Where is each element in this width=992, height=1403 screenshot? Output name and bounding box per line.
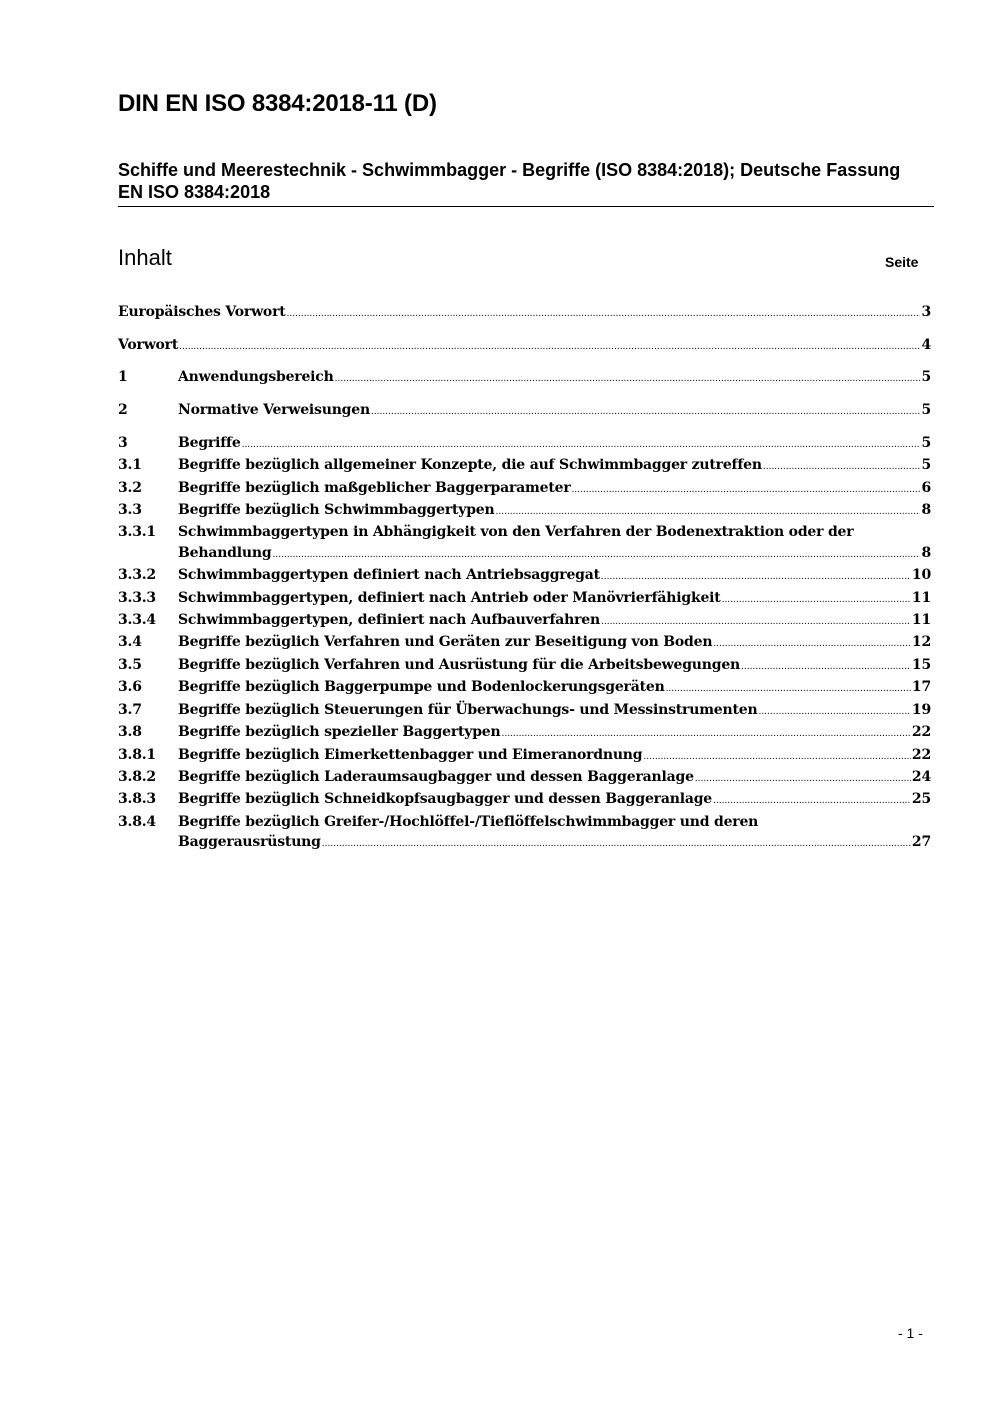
toc-entry[interactable] — [118, 789, 931, 811]
toc-entry-page: 19 — [911, 701, 931, 718]
toc-entry-page: 25 — [911, 791, 931, 808]
toc-entry-body — [178, 745, 931, 767]
toc-dot-leader — [572, 480, 921, 500]
toc-dot-leader — [722, 590, 911, 610]
toc-dot-leader — [713, 634, 911, 654]
toc-entry-page: 5 — [921, 457, 931, 474]
toc-entry-title: Begriffe bezüglich allgemeiner Konzepte, die auf Schwimmbagger zutreffen — [178, 457, 762, 474]
toc-entry-number: 3.3.4 — [118, 612, 156, 629]
toc-entry-page: 8 — [921, 544, 931, 561]
toc-entry-page: 17 — [911, 679, 931, 696]
toc-entry-title: Begriffe — [178, 434, 241, 451]
toc-entry[interactable] — [118, 433, 931, 455]
toc-entry-body — [178, 400, 931, 422]
toc-heading: Inhalt — [118, 245, 172, 270]
toc-entry-title: Begriffe bezüglich Schwimmbaggertypen — [178, 502, 495, 519]
toc-entry-page: 15 — [911, 656, 931, 673]
toc-entry-body — [178, 522, 931, 565]
toc-dot-leader — [741, 657, 911, 677]
toc-entry[interactable] — [118, 565, 931, 587]
toc-entry-body — [118, 335, 931, 357]
toc-entry-body — [178, 655, 931, 677]
toc-entry-page: 22 — [911, 724, 931, 741]
toc-entry-body — [118, 302, 931, 324]
toc-entry-page: 5 — [921, 402, 931, 419]
toc-entry[interactable] — [118, 745, 931, 767]
toc-dot-leader — [763, 457, 921, 477]
page-number: - 1 - — [898, 1325, 923, 1341]
toc-entry-number: 3.8.4 — [118, 813, 156, 830]
toc-dot-leader — [322, 834, 911, 854]
toc-entry-title: Begriffe bezüglich Eimerkettenbagger und Eimeranordnung — [178, 746, 643, 763]
toc-dot-leader — [713, 791, 911, 811]
toc-entry-number: 3.8.3 — [118, 791, 156, 808]
toc-entry-title: Begriffe bezüglich Steuerungen für Überwachungs- und Messinstrumenten — [178, 701, 758, 718]
toc-entry-title: Baggerausrüstung — [178, 834, 321, 851]
toc-entry[interactable] — [118, 767, 931, 789]
toc-entry[interactable] — [118, 588, 931, 610]
toc-entry-body — [178, 610, 931, 632]
toc-entry-title: Begriffe bezüglich Baggerpumpe und Bodenlockerungsgeräten — [178, 679, 665, 696]
toc-entry-page: 11 — [911, 612, 931, 629]
toc-entry-title: Europäisches Vorwort — [118, 304, 286, 320]
toc-dot-leader — [758, 702, 910, 722]
toc-entry[interactable] — [118, 700, 931, 722]
document-title: DIN EN ISO 8384:2018-11 (D) — [118, 90, 437, 117]
toc-entry-title: Begriffe bezüglich Verfahren und Geräten zur Beseitigung von Boden — [178, 634, 713, 651]
toc-entry[interactable] — [118, 677, 931, 699]
toc-dot-leader — [666, 679, 911, 699]
toc-entry-number: 3.6 — [118, 679, 142, 696]
toc-entry-page: 12 — [911, 634, 931, 651]
toc-entry-number: 3.2 — [118, 479, 142, 496]
toc-entry-page: 8 — [921, 502, 931, 519]
toc-entry-number: 3.8.2 — [118, 768, 156, 785]
toc-entry[interactable] — [118, 522, 931, 565]
toc-entry-number: 2 — [118, 402, 128, 419]
toc-entry[interactable] — [118, 610, 931, 632]
toc-dot-leader — [371, 402, 921, 422]
toc-entry-body — [178, 433, 931, 455]
table-of-contents — [118, 302, 931, 855]
toc-entry-body — [178, 367, 931, 389]
toc-entry[interactable] — [118, 632, 931, 654]
toc-entry-page: 3 — [921, 304, 931, 320]
toc-entry-title: Begriffe bezüglich maßgeblicher Baggerparameter — [178, 479, 571, 496]
toc-entry-title-first-line: Schwimmbaggertypen in Abhängigkeit von den Verfahren der Bodenextraktion oder der — [178, 524, 854, 541]
toc-entry-body — [178, 478, 931, 500]
toc-dot-leader — [695, 769, 911, 789]
toc-entry[interactable] — [118, 722, 931, 744]
toc-entry-title: Vorwort — [118, 336, 179, 353]
toc-entry-body — [178, 500, 931, 522]
page-column-label: Seite — [885, 254, 919, 270]
toc-entry[interactable] — [118, 400, 931, 422]
toc-entry-number: 3.3.2 — [118, 567, 156, 584]
toc-entry-page: 5 — [921, 369, 931, 386]
toc-dot-leader — [272, 545, 920, 565]
toc-entry-number: 3.8 — [118, 724, 142, 741]
toc-entry-title: Normative Verweisungen — [178, 402, 370, 419]
toc-entry-body — [178, 588, 931, 610]
toc-dot-leader — [643, 747, 911, 767]
toc-entry-title: Begriffe bezüglich Laderaumsaugbagger und dessen Baggeranlage — [178, 768, 694, 785]
toc-entry-number: 3.7 — [118, 701, 142, 718]
toc-dot-leader — [501, 724, 910, 744]
toc-entry-body — [178, 455, 931, 477]
toc-entry-title: Begriffe bezüglich Verfahren und Ausrüstung für die Arbeitsbewegungen — [178, 656, 741, 673]
toc-dot-leader — [496, 502, 921, 522]
toc-entry-page: 6 — [921, 479, 931, 496]
toc-entry-body — [178, 632, 931, 654]
toc-dot-leader — [179, 337, 920, 357]
toc-dot-leader — [242, 435, 921, 455]
toc-entry-body — [178, 565, 931, 587]
toc-entry-number: 3.4 — [118, 634, 142, 651]
toc-entry-number: 3.8.1 — [118, 746, 156, 763]
toc-entry[interactable] — [118, 335, 931, 357]
toc-entry-body — [178, 812, 931, 855]
toc-entry-title: Begriffe bezüglich Schneidkopfsaugbagger und dessen Baggeranlage — [178, 791, 712, 808]
toc-entry[interactable] — [118, 367, 931, 389]
toc-entry-number: 3.5 — [118, 656, 142, 673]
toc-entry[interactable] — [118, 302, 931, 324]
toc-entry[interactable] — [118, 812, 931, 855]
toc-entry-number: 3.3.1 — [118, 524, 156, 541]
toc-dot-leader — [601, 612, 911, 632]
toc-entry-body — [178, 767, 931, 789]
toc-entry-body — [178, 700, 931, 722]
toc-entry[interactable] — [118, 455, 931, 477]
toc-entry-number: 1 — [118, 369, 128, 386]
toc-entry-page: 22 — [911, 746, 931, 763]
toc-entry-number: 3 — [118, 434, 128, 451]
toc-dot-leader — [601, 567, 911, 587]
toc-entry-number: 3.3.3 — [118, 589, 156, 606]
toc-entry-title: Schwimmbaggertypen definiert nach Antriebsaggregat — [178, 567, 600, 584]
toc-entry-body — [178, 722, 931, 744]
toc-entry-body — [178, 789, 931, 811]
toc-entry-title: Behandlung — [178, 544, 272, 561]
toc-entry-page: 10 — [911, 567, 931, 584]
toc-entry-number: 3.1 — [118, 457, 142, 474]
toc-entry-page: 24 — [911, 768, 931, 785]
toc-entry[interactable] — [118, 500, 931, 522]
toc-dot-leader — [335, 369, 921, 389]
toc-entry-title: Begriffe bezüglich spezieller Baggertypen — [178, 724, 501, 741]
toc-entry-page: 27 — [911, 834, 931, 851]
toc-entry-body — [178, 677, 931, 699]
toc-entry-title-first-line: Begriffe bezüglich Greifer-/Hochlöffel-/Tieflöffelschwimmbagger und deren — [178, 813, 759, 830]
toc-entry-title: Schwimmbaggertypen, definiert nach Aufbauverfahren — [178, 612, 600, 629]
toc-entry-number: 3.3 — [118, 502, 142, 519]
title-divider — [118, 206, 934, 207]
toc-entry-title: Schwimmbaggertypen, definiert nach Antrieb oder Manövrierfähigkeit — [178, 589, 721, 606]
toc-entry-page: 4 — [921, 336, 931, 353]
document-subtitle: Schiffe und Meerestechnik - Schwimmbagger - Begriffe (ISO 8384:2018); Deutsche Fassung EN ISO 8384:2018 — [118, 160, 901, 202]
toc-entry-page: 5 — [921, 434, 931, 451]
toc-entry[interactable] — [118, 478, 931, 500]
toc-entry[interactable] — [118, 655, 931, 677]
toc-dot-leader — [287, 304, 921, 324]
toc-entry-title: Anwendungsbereich — [178, 369, 334, 386]
toc-entry-page: 11 — [911, 589, 931, 606]
